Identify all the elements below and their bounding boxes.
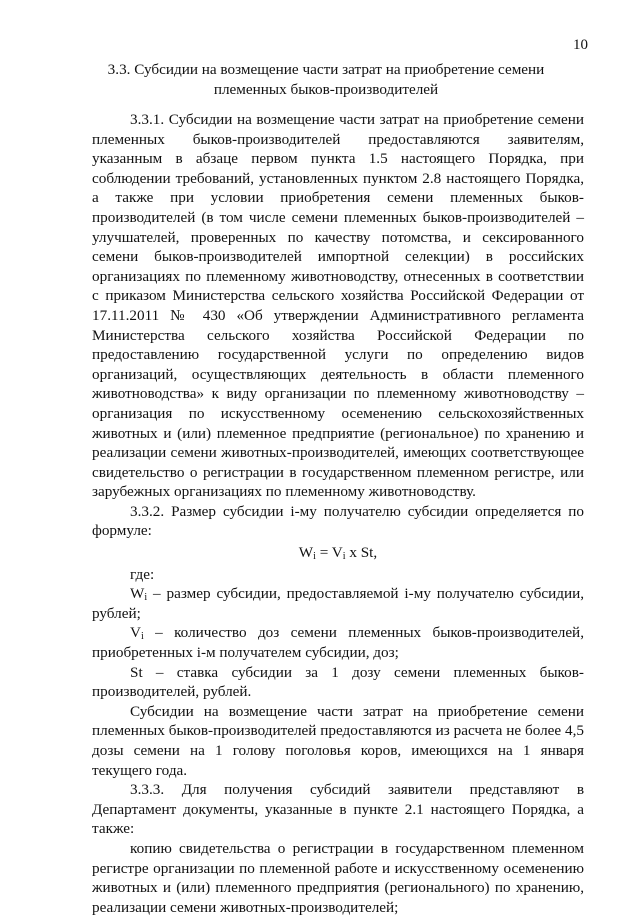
def-w-sub: i <box>144 592 148 604</box>
formula-equals-v: = V <box>315 544 343 562</box>
def-v-symbol: V <box>130 624 141 642</box>
where-label: где: <box>130 565 155 583</box>
paragraph-3-3-1: 3.3.1. Субсидии на возмещение части затрат на приобретение семени племенных быков-производителей предоставляются заявителям, указанным в абзаце первом пункта 1.5 настоящего Порядка, при соблюдении требований, установленных пунктом 2.8 настоящего Порядка, а также при условии приобретения семени племенных быков-производителей (в том числе семени племенных быков-производителей – улучшателей, проверенных по качеству потомства, и сексированного семени быков-производителей импортной селекции) в российских организациях по племенному животноводству, отнесенных в соответствии с приказом Министерства сельского хозяйства Российской Федерации от 17.11.2011 № 430 «Об утверждении Административного регламента Министерства сельского хозяйства Российской Федерации по предоставлению государственной услуги по определению видов организаций, осуществляющих деятельность в области племенного животноводства» к виду организации по племенному животноводству – организация по искусственному осеменению сельскохозяйственных животных и (или) племенное предприятие (региональное) по хранению и реализации семени животных-производителей, имеющих соответствующее свидетельство о регистрации в государственном племенном регистре, или зарубежных организациях по племенному животноводству. <box>92 111 584 501</box>
document-body <box>92 110 584 917</box>
paragraph-3-3-3: 3.3.3. Для получения субсидий заявители представляют в Департамент документы, указанные в пункте 2.1 настоящего Порядка, а также: <box>92 781 584 838</box>
def-v-sub: i <box>140 631 144 643</box>
formula-tail: x St, <box>345 544 378 562</box>
def-w-symbol: W <box>130 585 145 603</box>
definition-st: St – ставка субсидии за 1 дозу семени племенных быков-производителей, рублей. <box>92 663 584 701</box>
page-number: 10 <box>573 37 588 53</box>
formula-w-sub: i <box>313 551 316 563</box>
paragraph-3-3-2: 3.3.2. Размер субсидии i-му получателю субсидии определяется по формуле: <box>92 502 584 540</box>
paragraph-dose-limit: Субсидии на возмещение части затрат на приобретение семени племенных быков-производителей предоставляются из расчета не более 4,5 дозы семени на 1 голову поголовья коров, имеющихся на 1 января текущего года. <box>92 702 584 779</box>
def-w-text: – размер субсидии, предоставляемой i-му получателю субсидии, рублей; <box>92 585 584 622</box>
def-v-text: – количество доз семени племенных быков-производителей, приобретенных i-м получателем субсидии, доз; <box>92 624 584 662</box>
subsidy-formula <box>92 543 584 563</box>
formula-w: W <box>298 544 314 562</box>
definition-w <box>92 584 584 623</box>
paragraph-certificate-copy: копию свидетельства о регистрации в государственном племенном регистре организации по племенной работе и искусственному осеменению животных и (или) племенного предприятия (регионального) по хранению, реализации семени животных-производителей; <box>92 839 584 916</box>
formula-v-sub: i <box>342 551 346 563</box>
section-title: 3.3. Субсидии на возмещение части затрат на приобретение семени племенных быков-производителей <box>107 61 545 98</box>
definition-v <box>92 623 584 662</box>
